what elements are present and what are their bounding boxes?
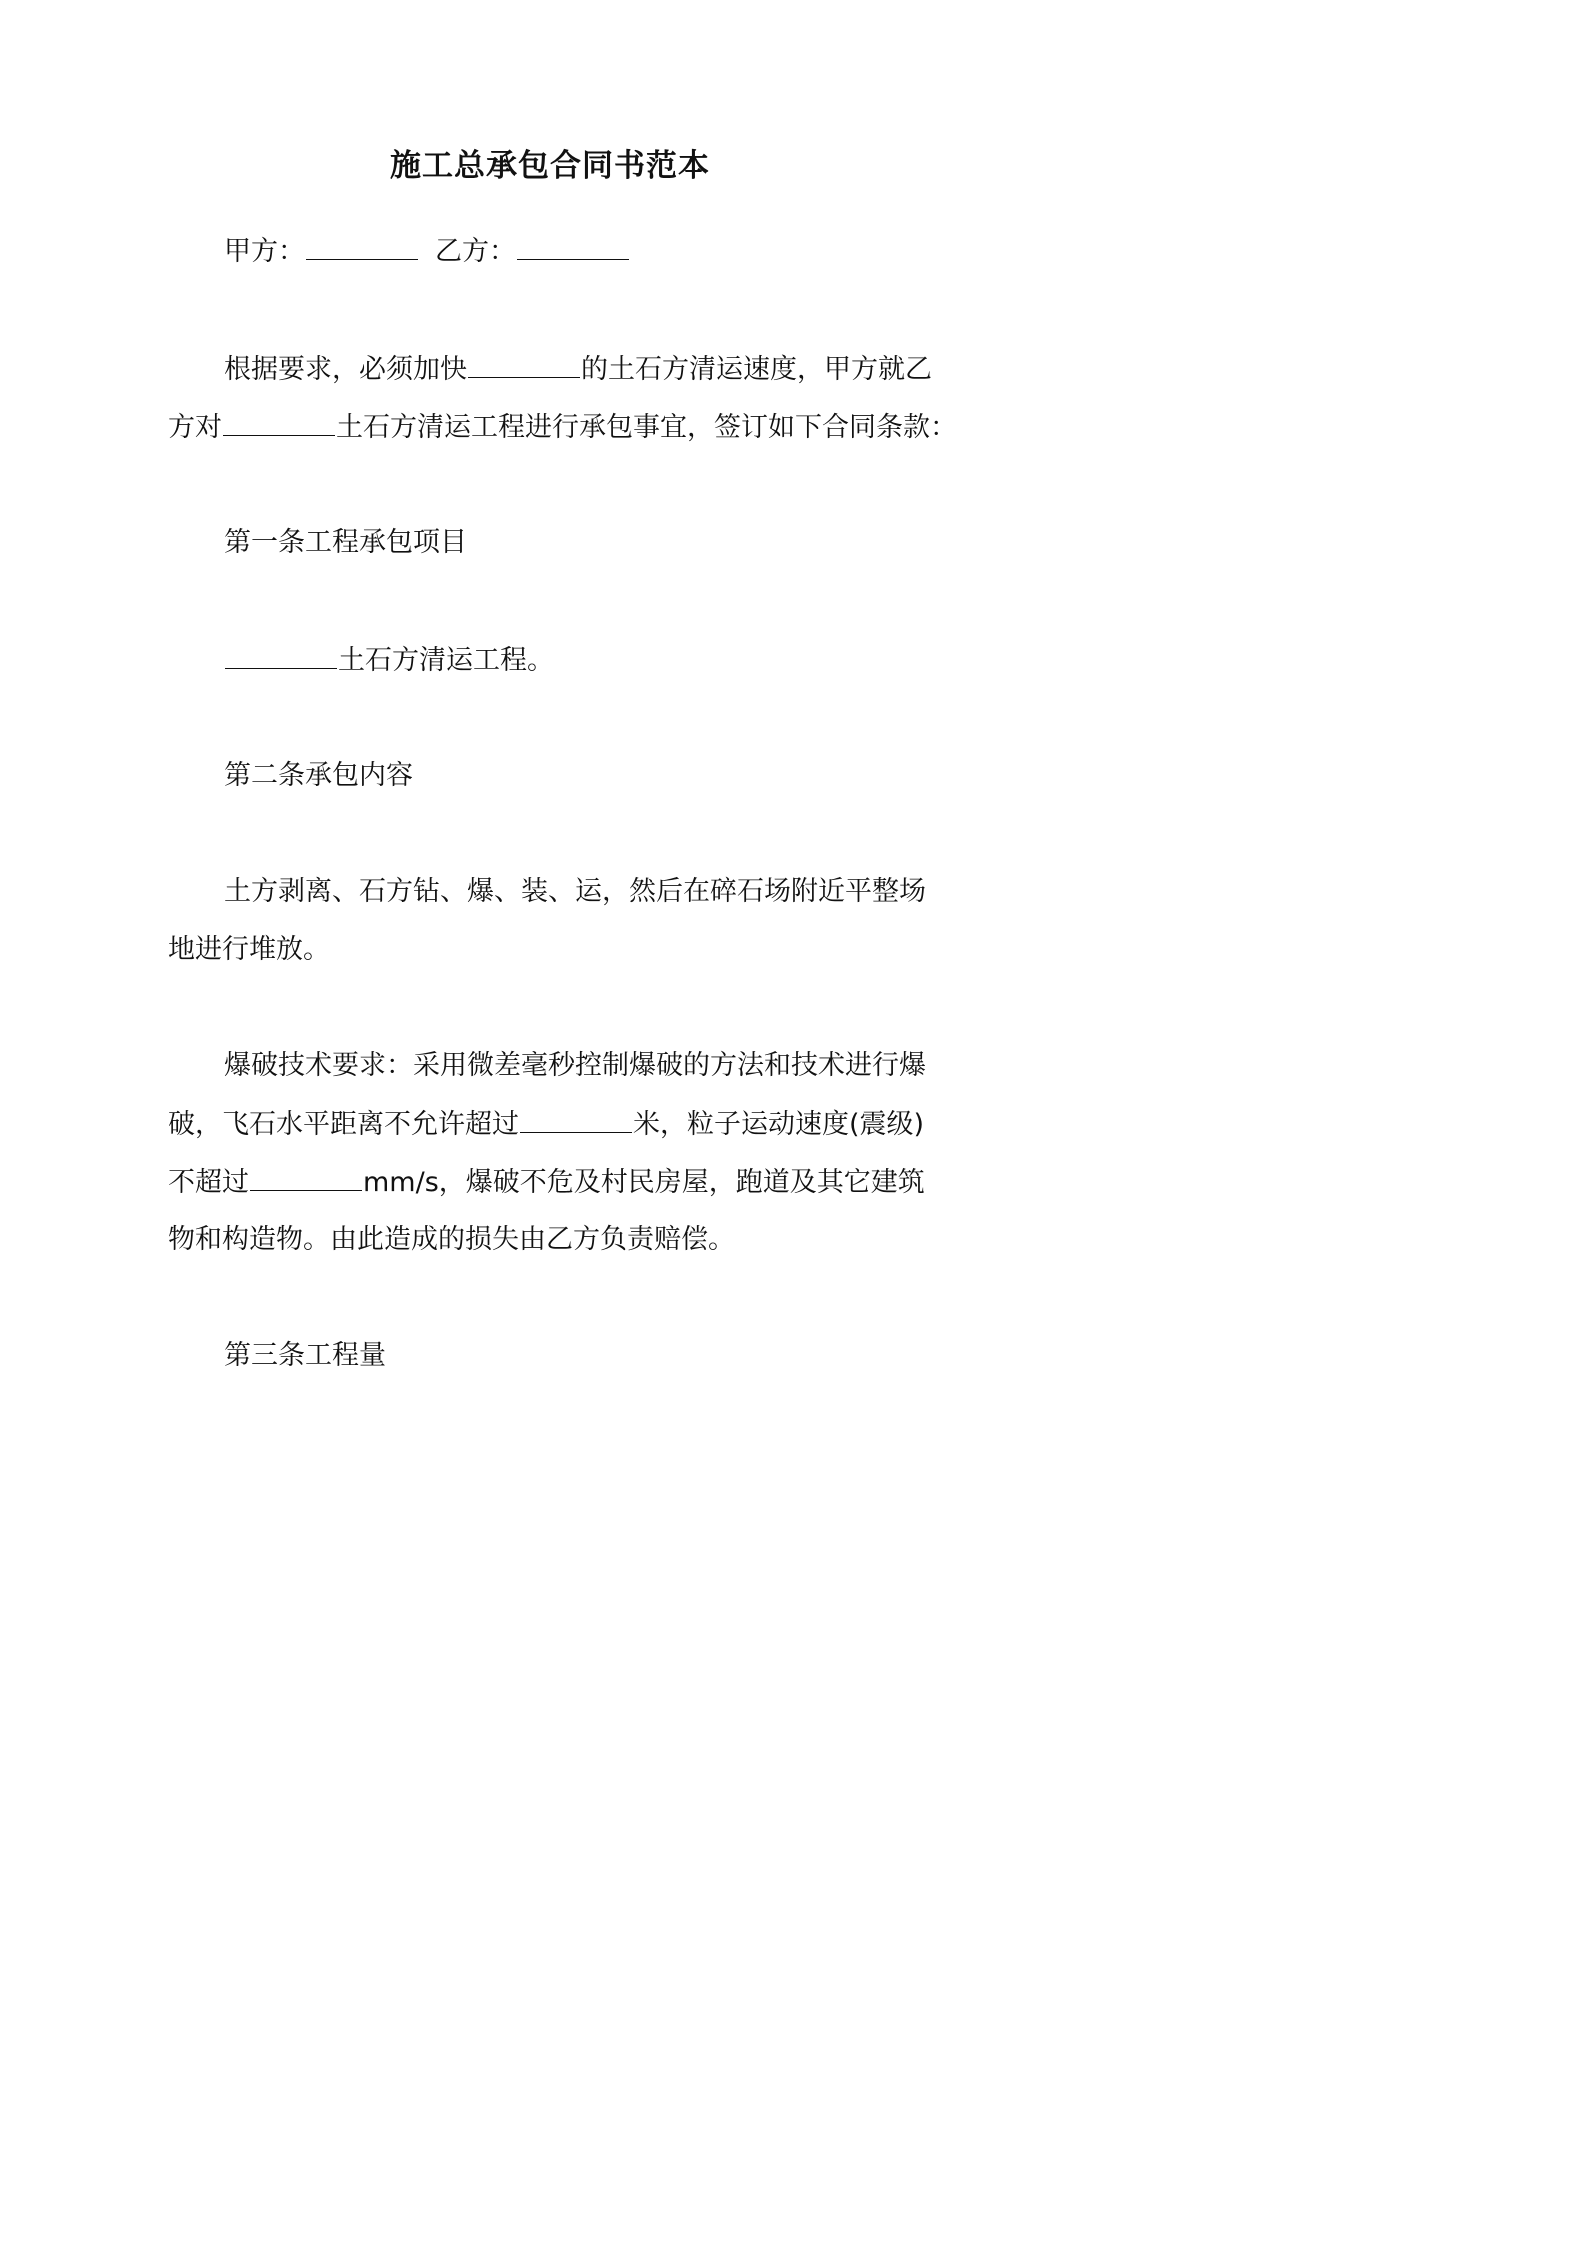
- blast-text-2a: 破，飞石水平距离不允许超过: [168, 1109, 519, 1140]
- article2-p2-line3: [168, 1162, 925, 1203]
- intro-text-2b: 土石方清运工程进行承包事宜，签订如下合同条款：: [336, 412, 957, 443]
- party-b-label: 乙方：: [435, 236, 516, 267]
- intro-text-1b: 的土石方清运速度，甲方就乙: [581, 354, 932, 385]
- article2-p2-line1: 爆破技术要求：采用微差毫秒控制爆破的方法和技术进行爆: [224, 1050, 926, 1081]
- document-title: 施工总承包合同书范本: [390, 148, 710, 184]
- article2-heading: 第二条承包内容: [224, 760, 413, 791]
- blast-text-2b: 米，粒子运动速度(震级): [633, 1109, 925, 1140]
- party-b-blank: [517, 231, 629, 260]
- article3-heading: 第三条工程量: [224, 1340, 386, 1371]
- parties-line: [224, 231, 630, 272]
- article2-p2-line2: [168, 1104, 924, 1145]
- article1-body-text: 土石方清运工程。: [338, 645, 554, 676]
- intro-text-2a: 方对: [168, 412, 222, 443]
- party-a-blank: [306, 231, 418, 260]
- blast-text-3a: 不超过: [168, 1167, 249, 1198]
- intro-text-1a: 根据要求，必须加快: [224, 354, 467, 385]
- article2-p2-line4: 物和构造物。由此造成的损失由乙方负责赔偿。: [168, 1224, 735, 1255]
- intro-line-2: [168, 407, 957, 448]
- article1-heading: 第一条工程承包项目: [224, 527, 467, 558]
- intro-line-1: [224, 349, 932, 390]
- distance-blank: [520, 1104, 632, 1133]
- velocity-blank: [250, 1162, 362, 1191]
- article1-blank: [225, 640, 337, 669]
- document-page: [0, 0, 1100, 1556]
- intro-blank-1: [468, 349, 580, 378]
- party-a-label: 甲方：: [224, 236, 305, 267]
- article2-p1-line2: 地进行堆放。: [168, 934, 330, 965]
- article2-p1-line1: 土方剥离、石方钻、爆、装、运，然后在碎石场附近平整场: [224, 876, 926, 907]
- intro-blank-2: [223, 407, 335, 436]
- blast-text-3b: mm/s，爆破不危及村民房屋，跑道及其它建筑: [363, 1167, 925, 1198]
- article1-body: [224, 640, 554, 681]
